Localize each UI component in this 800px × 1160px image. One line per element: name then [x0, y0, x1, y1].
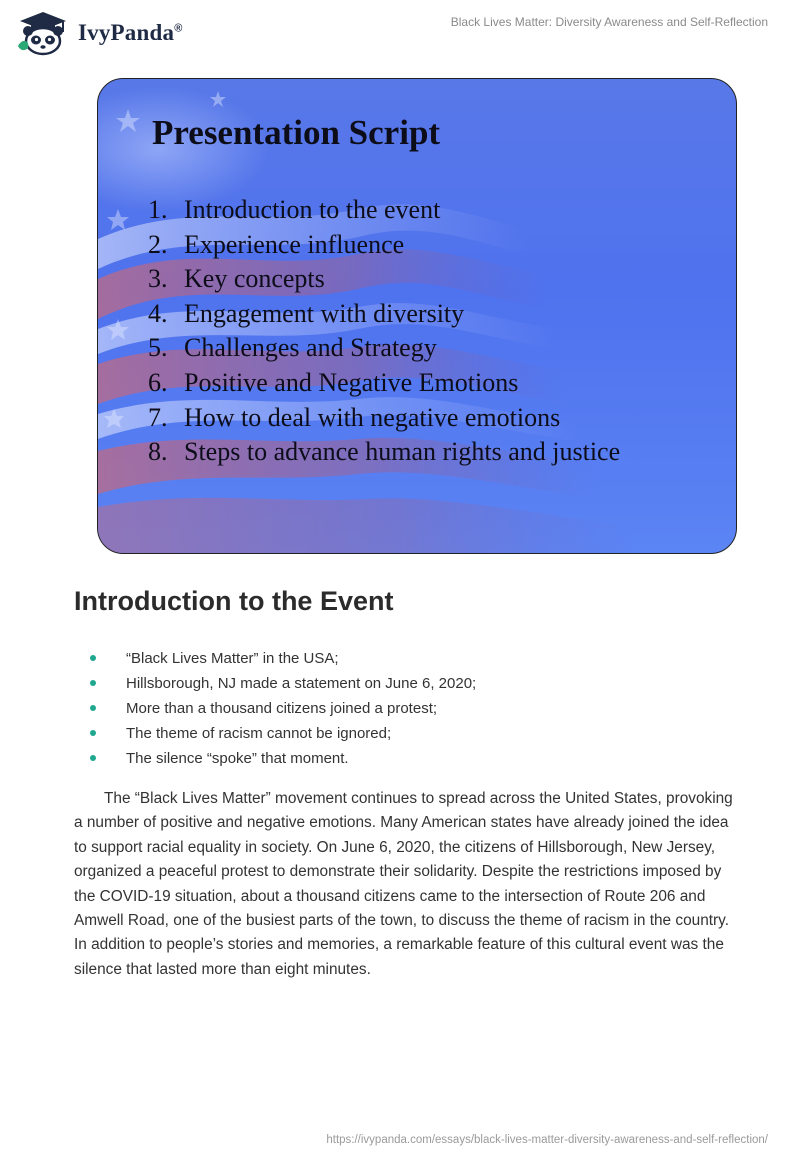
- bullet-text: Hillsborough, NJ made a statement on June 6, 2020;: [126, 675, 477, 692]
- logo-wordmark: [78, 20, 183, 46]
- slide-item-number: 4.: [148, 298, 168, 328]
- panda-graduation-cap-icon: [14, 10, 72, 56]
- bullet-text: The silence “spoke” that moment.: [126, 750, 349, 767]
- bullet-dot-icon: [90, 680, 96, 686]
- slide-item-text: Experience influence: [184, 229, 405, 259]
- bullet-item: [90, 646, 476, 671]
- slide-item-text: Introduction to the event: [184, 195, 441, 224]
- slide-list-item: [148, 297, 620, 332]
- body-paragraph: The “Black Lives Matter” movement continues to spread across the United States, provoking a number of positive and negative emotions. Many American states have already joined the idea to support racial equality in society. On June 6, 2020, the citizens of Hillsborough, New Jersey, organized a peaceful protest to demonstrate their solidarity. Despite the restrictions imposed by the COVID-19 situation, about a thousand citizens came to the intersection of Route 206 and Amwell Road, one of the busiest parts of the town, to discuss the theme of racism in the country. In addition to people’s stories and memories, a remarkable feature of this cultural event was the silence that lasted more than eight minutes.: [74, 790, 733, 978]
- bullet-dot-icon: [90, 655, 96, 661]
- bullet-text: “Black Lives Matter” in the USA;: [126, 650, 339, 667]
- slide-agenda-list: [148, 193, 620, 470]
- slide-item-text: How to deal with negative emotions: [184, 402, 561, 432]
- slide-title: Presentation Script: [152, 113, 441, 152]
- presentation-slide: [97, 78, 737, 554]
- bullet-list: [90, 646, 476, 771]
- slide-list-item: [148, 331, 620, 366]
- ivypanda-logo[interactable]: [14, 10, 183, 56]
- slide-item-text: Engagement with diversity: [184, 298, 465, 328]
- slide-item-text: Challenges and Strategy: [184, 333, 437, 363]
- bullet-dot-icon: [90, 755, 96, 761]
- bullet-text: The theme of racism cannot be ignored;: [126, 725, 392, 742]
- bullet-item: [90, 721, 476, 746]
- bullet-item: [90, 671, 476, 696]
- slide-item-number: 6.: [148, 367, 168, 397]
- section-heading: Introduction to the Event: [74, 586, 394, 616]
- document-title: Black Lives Matter: Diversity Awareness and Self-Reflection: [450, 15, 768, 29]
- slide-list-item: [148, 366, 620, 401]
- slide-list-item: [148, 435, 620, 470]
- source-url-link[interactable]: https://ivypanda.com/essays/black-lives-matter-diversity-awareness-and-self-reflection/: [326, 1134, 768, 1146]
- slide-item-number: 2.: [148, 229, 168, 259]
- bullet-dot-icon: [90, 705, 96, 711]
- slide-item-number: 1.: [148, 195, 168, 224]
- slide-item-text: Positive and Negative Emotions: [184, 367, 519, 397]
- slide-item-number: 3.: [148, 264, 168, 294]
- slide-list-item: [148, 401, 620, 436]
- bullet-item: [90, 746, 476, 771]
- bullet-text: More than a thousand citizens joined a protest;: [126, 700, 438, 717]
- slide-item-text: Steps to advance human rights and justice: [184, 437, 621, 467]
- bullet-item: [90, 696, 476, 721]
- slide-list-item: [148, 193, 620, 228]
- logo-name: IvyPanda: [78, 20, 175, 45]
- registered-mark: ®: [174, 22, 183, 35]
- page-header: [0, 0, 800, 64]
- slide-item-text: Key concepts: [184, 264, 325, 294]
- bullet-dot-icon: [90, 730, 96, 736]
- slide-item-number: 7.: [148, 402, 168, 432]
- slide-list-item: [148, 262, 620, 297]
- slide-item-number: 5.: [148, 333, 168, 363]
- slide-item-number: 8.: [148, 437, 168, 467]
- slide-list-item: [148, 228, 620, 263]
